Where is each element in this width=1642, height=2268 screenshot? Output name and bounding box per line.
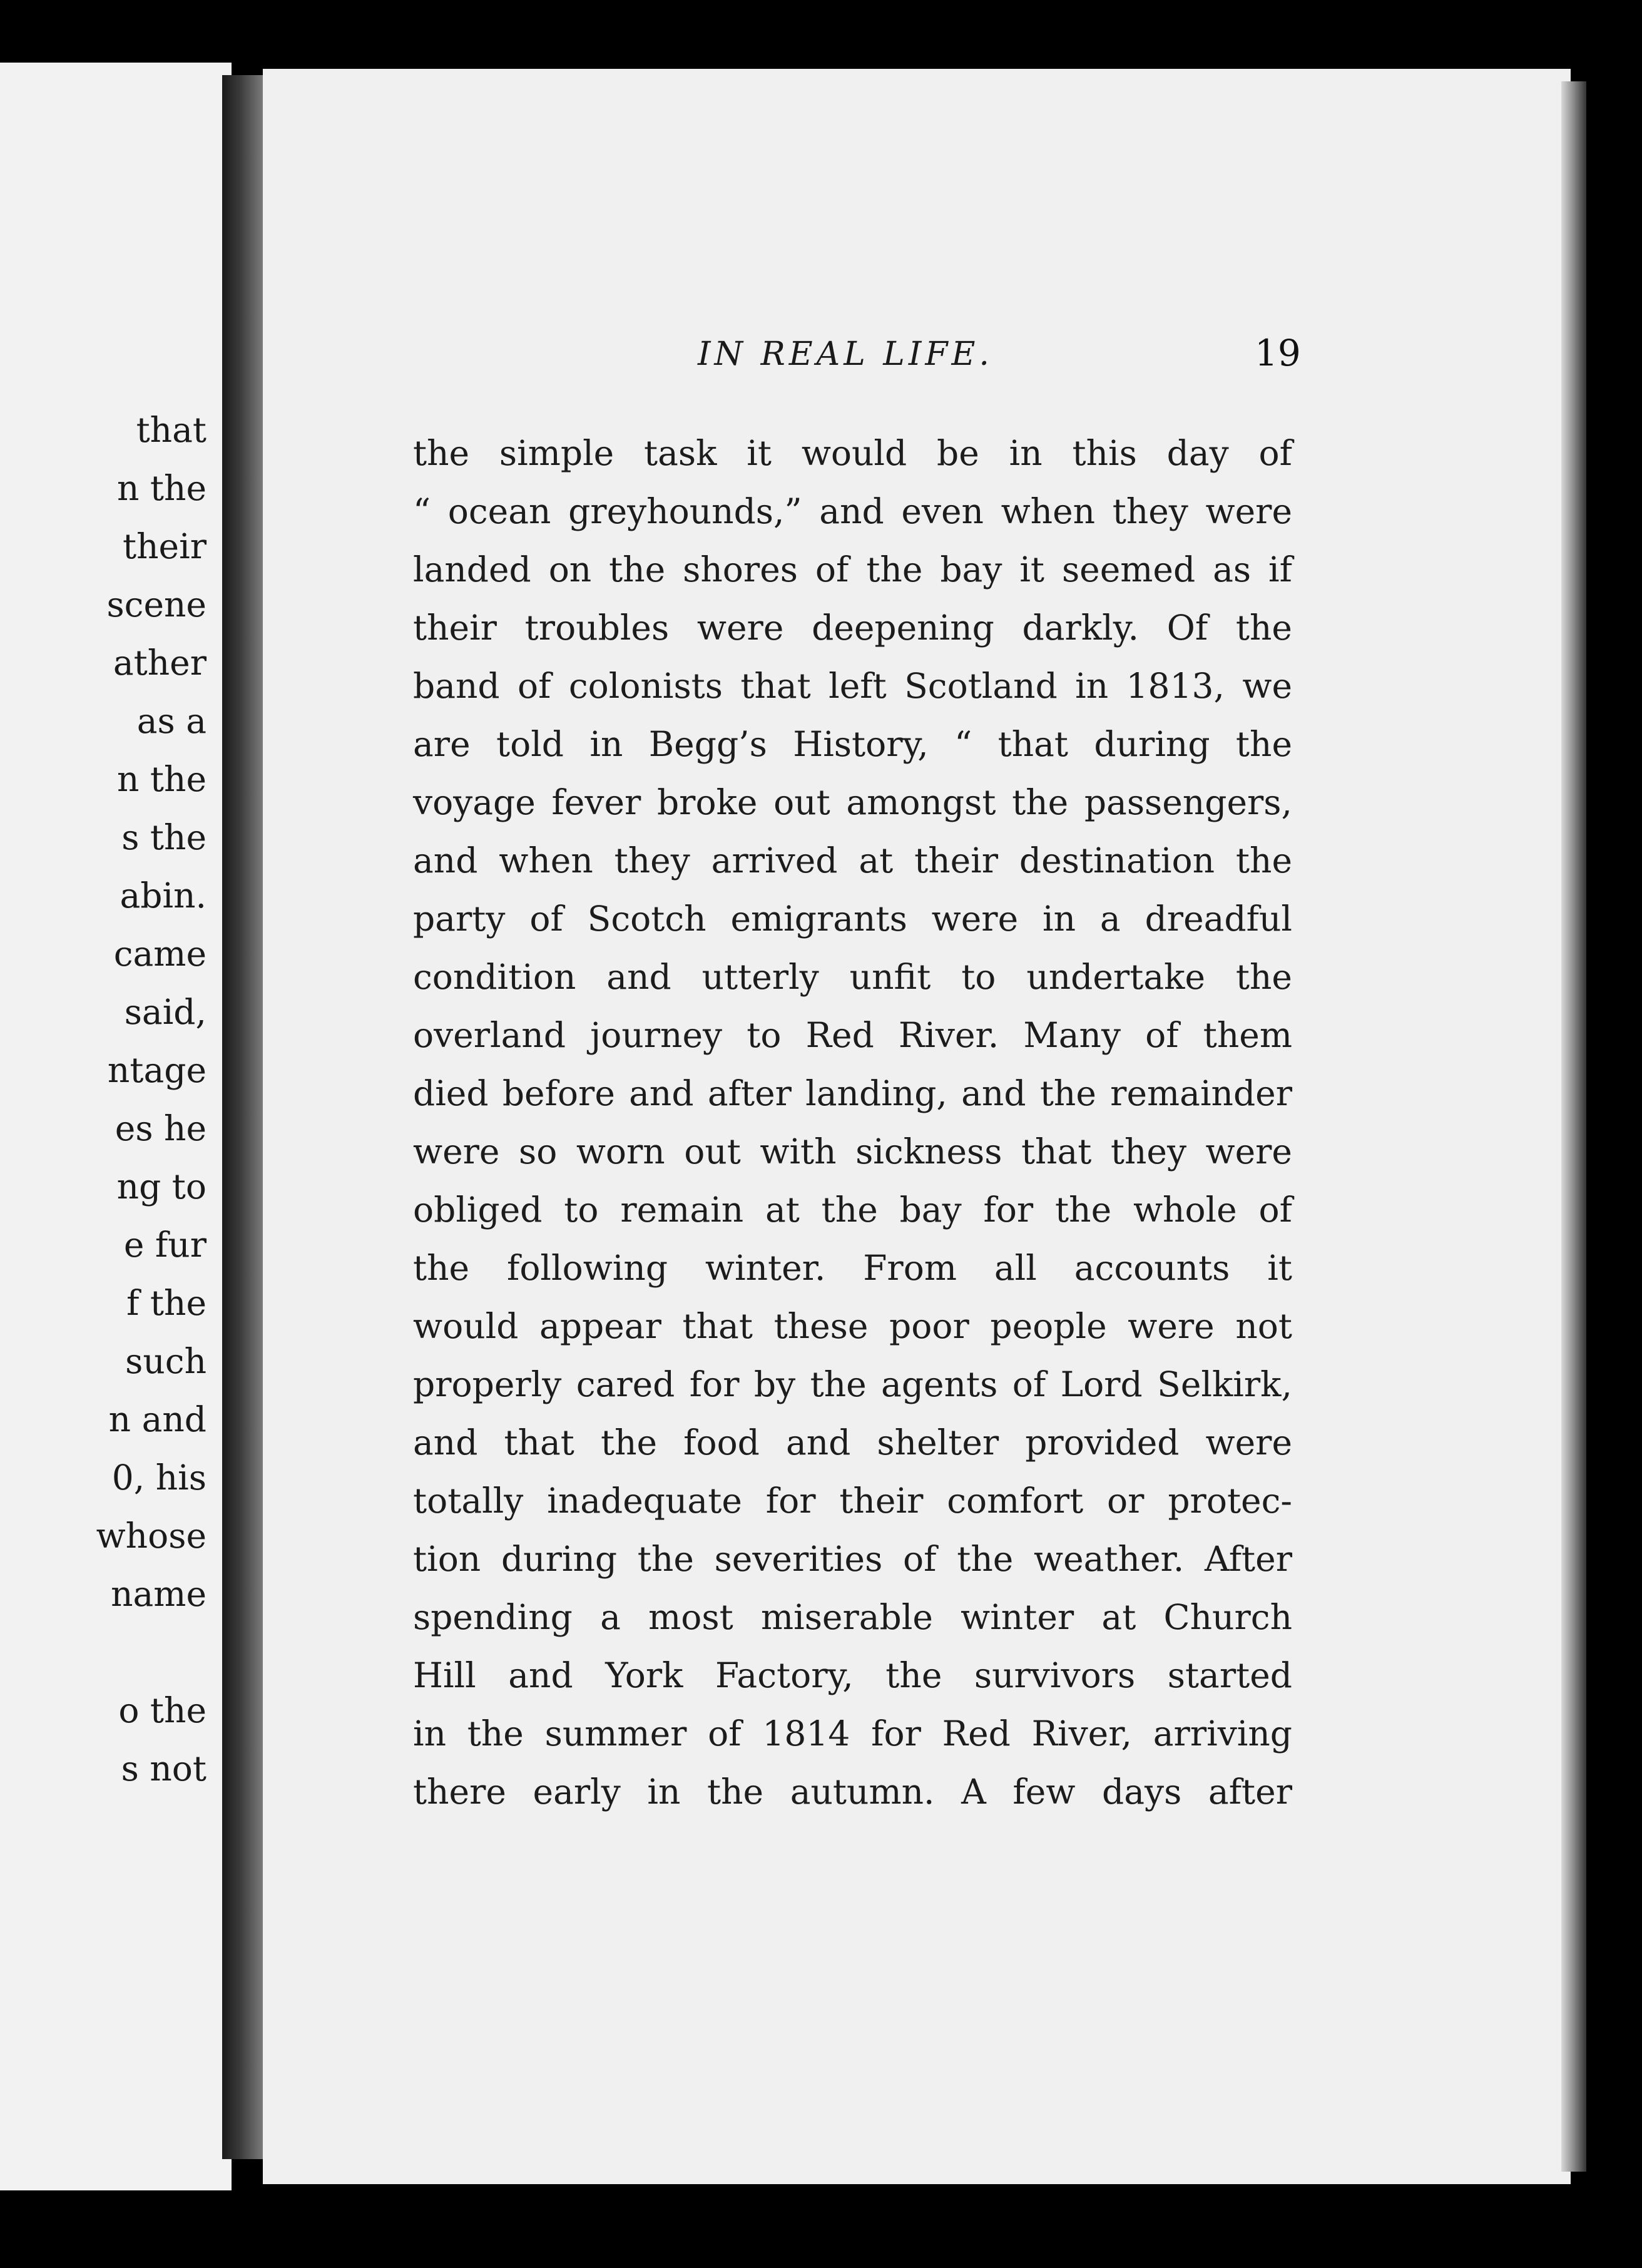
text-line: and that the food and shelter provided were (413, 1423, 1292, 1463)
text-line: landed on the shores of the bay it seemed as if (413, 549, 1292, 590)
left-page-line: said, (124, 992, 207, 1032)
text-line: there early in the autumn. A few days after (413, 1772, 1292, 1812)
text-line: obliged to remain at the bay for the whole of (413, 1190, 1292, 1230)
text-line: spending a most miserable winter at Church (413, 1597, 1292, 1637)
text-line: the simple task it would be in this day of (413, 433, 1292, 473)
left-page-line: n the (117, 759, 207, 799)
left-page-line: ntage (107, 1050, 207, 1090)
text-line: the following winter. From all accounts it (413, 1248, 1292, 1288)
text-line: Hill and York Factory, the survivors started (413, 1655, 1292, 1695)
text-line: tion during the severities of the weather. After (413, 1539, 1292, 1579)
left-page-line: ather (113, 643, 207, 683)
left-page-line: n the (117, 468, 207, 508)
left-page-line: name (111, 1574, 207, 1614)
left-page-line: 0, his (111, 1458, 207, 1498)
left-page-line: f the (126, 1283, 207, 1323)
text-line: properly cared for by the agents of Lord Selkirk, (413, 1364, 1292, 1404)
text-line: overland journey to Red River. Many of them (413, 1015, 1292, 1055)
left-page-line: es he (115, 1108, 207, 1148)
text-line: party of Scotch emigrants were in a dreadful (413, 899, 1292, 939)
left-page-line: ng to (116, 1167, 207, 1207)
text-line: “ ocean greyhounds,” and even when they were (413, 491, 1292, 531)
text-line: their troubles were deepening darkly. Of the (413, 608, 1292, 648)
running-head: IN REAL LIFE. (698, 335, 993, 373)
page-number: 19 (1255, 332, 1301, 374)
text-line: band of colonists that left Scotland in 1813, we (413, 666, 1292, 706)
body-text (413, 424, 1292, 1821)
left-page-line: e fur (123, 1225, 207, 1265)
text-line: died before and after landing, and the remainder (413, 1073, 1292, 1113)
left-page-line: s not (121, 1749, 207, 1789)
text-line: would appear that these poor people were not (413, 1306, 1292, 1346)
text-line: were so worn out with sickness that they were (413, 1131, 1292, 1172)
left-page-line: their (123, 526, 207, 566)
left-page-line: came (113, 934, 207, 974)
left-page-line: such (125, 1341, 207, 1381)
left-page-line: whose (96, 1516, 207, 1556)
left-page-line: as a (136, 701, 207, 741)
left-page-line: abin. (120, 876, 207, 916)
page-edge (1561, 81, 1586, 2172)
text-line: totally inadequate for their comfort or protec- (413, 1481, 1292, 1521)
text-line: in the summer of 1814 for Red River, arriving (413, 1714, 1292, 1754)
left-page (0, 63, 232, 2190)
left-page-line: s the (121, 817, 207, 857)
text-line: voyage fever broke out amongst the passengers, (413, 782, 1292, 822)
text-line: and when they arrived at their destination the (413, 840, 1292, 881)
left-page-line: that (136, 410, 207, 450)
left-page-line: scene (106, 585, 207, 625)
left-page-line: n and (108, 1399, 207, 1439)
text-line: condition and utterly unfit to undertake the (413, 957, 1292, 997)
left-page-line: o the (118, 1690, 207, 1730)
text-line: are told in Begg’s History, “ that during the (413, 724, 1292, 764)
